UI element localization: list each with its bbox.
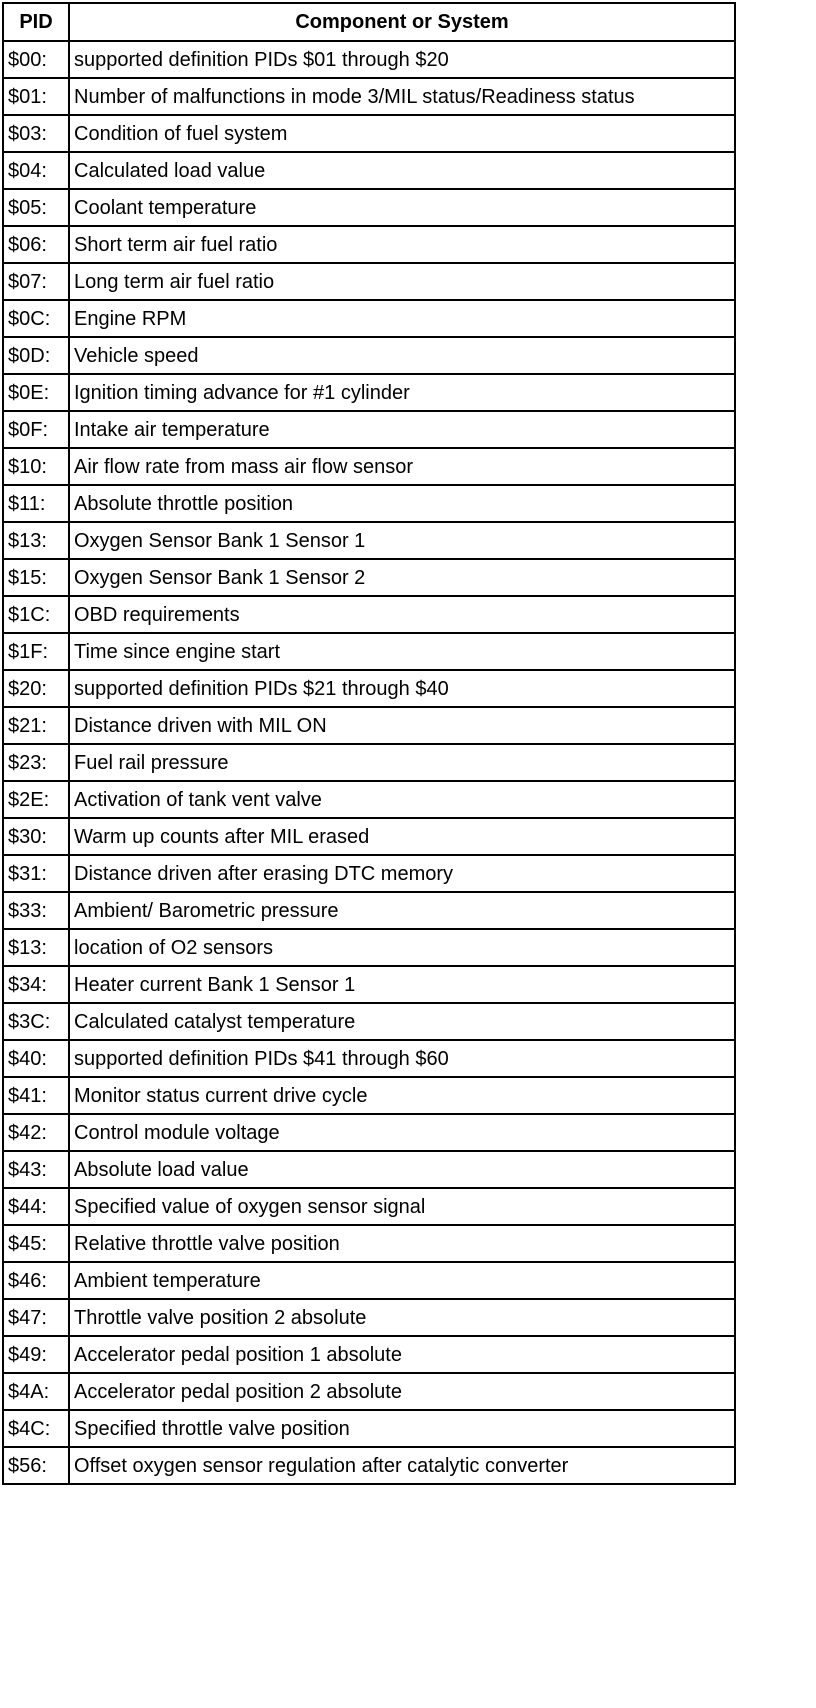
component-cell: Throttle valve position 2 absolute xyxy=(69,1299,735,1336)
table-row xyxy=(3,966,735,1003)
table-row xyxy=(3,485,735,522)
table-row xyxy=(3,670,735,707)
pid-cell: $05: xyxy=(3,189,69,226)
pid-cell: $44: xyxy=(3,1188,69,1225)
component-cell: Ambient temperature xyxy=(69,1262,735,1299)
pid-cell: $13: xyxy=(3,929,69,966)
pid-cell: $13: xyxy=(3,522,69,559)
table-row xyxy=(3,300,735,337)
component-cell: Oxygen Sensor Bank 1 Sensor 2 xyxy=(69,559,735,596)
pid-cell: $1C: xyxy=(3,596,69,633)
pid-cell: $06: xyxy=(3,226,69,263)
component-cell: Absolute load value xyxy=(69,1151,735,1188)
table-row xyxy=(3,892,735,929)
component-cell: supported definition PIDs $01 through $20 xyxy=(69,41,735,78)
table-row xyxy=(3,263,735,300)
component-cell: Absolute throttle position xyxy=(69,485,735,522)
pid-cell: $33: xyxy=(3,892,69,929)
table-row xyxy=(3,189,735,226)
pid-cell: $45: xyxy=(3,1225,69,1262)
table-row xyxy=(3,1077,735,1114)
table-row xyxy=(3,115,735,152)
pid-cell: $20: xyxy=(3,670,69,707)
component-cell: Specified throttle valve position xyxy=(69,1410,735,1447)
pid-cell: $03: xyxy=(3,115,69,152)
table-row xyxy=(3,337,735,374)
component-cell: OBD requirements xyxy=(69,596,735,633)
pid-cell: $21: xyxy=(3,707,69,744)
component-cell: Time since engine start xyxy=(69,633,735,670)
component-cell: Distance driven with MIL ON xyxy=(69,707,735,744)
pid-cell: $4C: xyxy=(3,1410,69,1447)
table-row xyxy=(3,744,735,781)
pid-cell: $4A: xyxy=(3,1373,69,1410)
component-cell: Heater current Bank 1 Sensor 1 xyxy=(69,966,735,1003)
pid-cell: $11: xyxy=(3,485,69,522)
table-row xyxy=(3,1225,735,1262)
component-cell: Coolant temperature xyxy=(69,189,735,226)
table-row xyxy=(3,596,735,633)
pid-cell: $15: xyxy=(3,559,69,596)
table-row xyxy=(3,1003,735,1040)
pid-cell: $30: xyxy=(3,818,69,855)
component-cell: supported definition PIDs $21 through $40 xyxy=(69,670,735,707)
table-row xyxy=(3,1447,735,1484)
component-cell: Accelerator pedal position 2 absolute xyxy=(69,1373,735,1410)
component-cell: Ignition timing advance for #1 cylinder xyxy=(69,374,735,411)
component-cell: Engine RPM xyxy=(69,300,735,337)
pid-cell: $43: xyxy=(3,1151,69,1188)
component-cell: Ambient/ Barometric pressure xyxy=(69,892,735,929)
column-header-pid: PID xyxy=(3,3,69,41)
table-row xyxy=(3,152,735,189)
pid-table xyxy=(2,2,736,1485)
pid-cell: $04: xyxy=(3,152,69,189)
component-cell: Control module voltage xyxy=(69,1114,735,1151)
component-cell: Condition of fuel system xyxy=(69,115,735,152)
component-cell: Number of malfunctions in mode 3/MIL status/Readiness status xyxy=(69,78,735,115)
pid-cell: $42: xyxy=(3,1114,69,1151)
pid-cell: $1F: xyxy=(3,633,69,670)
pid-cell: $49: xyxy=(3,1336,69,1373)
table-row xyxy=(3,448,735,485)
pid-cell: $31: xyxy=(3,855,69,892)
table-row xyxy=(3,929,735,966)
table-row xyxy=(3,781,735,818)
component-cell: Accelerator pedal position 1 absolute xyxy=(69,1336,735,1373)
table-row xyxy=(3,78,735,115)
table-row xyxy=(3,855,735,892)
table-row xyxy=(3,818,735,855)
component-cell: Warm up counts after MIL erased xyxy=(69,818,735,855)
table-row xyxy=(3,41,735,78)
table-header-row xyxy=(3,3,735,41)
component-cell: Oxygen Sensor Bank 1 Sensor 1 xyxy=(69,522,735,559)
pid-cell: $40: xyxy=(3,1040,69,1077)
table-row xyxy=(3,1188,735,1225)
component-cell: Calculated catalyst temperature xyxy=(69,1003,735,1040)
pid-cell: $07: xyxy=(3,263,69,300)
table-row xyxy=(3,1151,735,1188)
table-row xyxy=(3,1040,735,1077)
component-cell: Vehicle speed xyxy=(69,337,735,374)
table-row xyxy=(3,1114,735,1151)
pid-cell: $2E: xyxy=(3,781,69,818)
component-cell: Calculated load value xyxy=(69,152,735,189)
pid-cell: $10: xyxy=(3,448,69,485)
column-header-component: Component or System xyxy=(69,3,735,41)
table-body xyxy=(3,41,735,1484)
table-row xyxy=(3,1336,735,1373)
table-row xyxy=(3,559,735,596)
component-cell: Distance driven after erasing DTC memory xyxy=(69,855,735,892)
table-row xyxy=(3,633,735,670)
table-row xyxy=(3,1262,735,1299)
pid-cell: $0E: xyxy=(3,374,69,411)
table-row xyxy=(3,1410,735,1447)
pid-cell: $34: xyxy=(3,966,69,1003)
component-cell: Offset oxygen sensor regulation after catalytic converter xyxy=(69,1447,735,1484)
pid-cell: $01: xyxy=(3,78,69,115)
table-row xyxy=(3,1373,735,1410)
component-cell: Activation of tank vent valve xyxy=(69,781,735,818)
component-cell: Long term air fuel ratio xyxy=(69,263,735,300)
pid-cell: $0C: xyxy=(3,300,69,337)
pid-cell: $47: xyxy=(3,1299,69,1336)
component-cell: location of O2 sensors xyxy=(69,929,735,966)
table-row xyxy=(3,411,735,448)
pid-cell: $41: xyxy=(3,1077,69,1114)
component-cell: supported definition PIDs $41 through $60 xyxy=(69,1040,735,1077)
component-cell: Intake air temperature xyxy=(69,411,735,448)
pid-cell: $0D: xyxy=(3,337,69,374)
table-row xyxy=(3,1299,735,1336)
component-cell: Relative throttle valve position xyxy=(69,1225,735,1262)
pid-cell: $46: xyxy=(3,1262,69,1299)
component-cell: Short term air fuel ratio xyxy=(69,226,735,263)
pid-cell: $0F: xyxy=(3,411,69,448)
pid-cell: $23: xyxy=(3,744,69,781)
component-cell: Specified value of oxygen sensor signal xyxy=(69,1188,735,1225)
table-row xyxy=(3,374,735,411)
table-row xyxy=(3,522,735,559)
table-row xyxy=(3,226,735,263)
component-cell: Fuel rail pressure xyxy=(69,744,735,781)
pid-cell: $56: xyxy=(3,1447,69,1484)
pid-cell: $00: xyxy=(3,41,69,78)
table-row xyxy=(3,707,735,744)
component-cell: Air flow rate from mass air flow sensor xyxy=(69,448,735,485)
component-cell: Monitor status current drive cycle xyxy=(69,1077,735,1114)
pid-cell: $3C: xyxy=(3,1003,69,1040)
